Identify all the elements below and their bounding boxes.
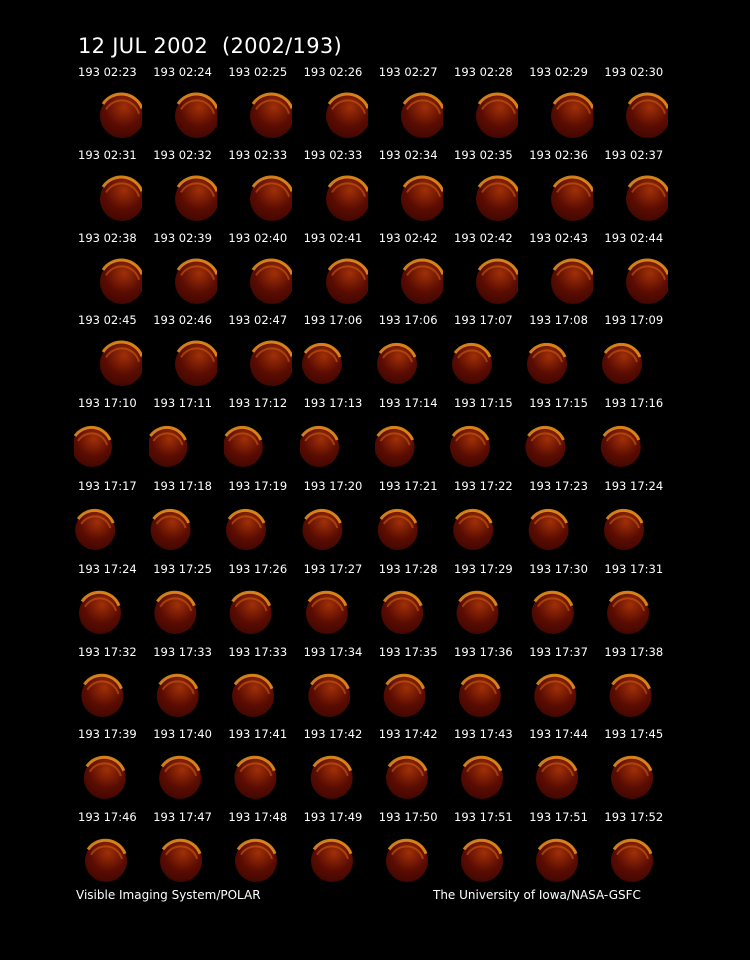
aurora-frame-image	[525, 500, 600, 558]
aurora-frame-image	[375, 666, 450, 724]
frame-label: 193 02:39	[153, 230, 212, 245]
frame-label: 193 17:07	[454, 313, 513, 328]
frame-label: 193 17:16	[604, 396, 664, 411]
aurora-frame-image	[450, 500, 525, 558]
aurora-frame-image	[375, 500, 450, 558]
aurora-frame-image	[375, 86, 450, 144]
aurora-frame-image	[300, 334, 375, 392]
aurora-frame-image	[525, 334, 600, 392]
frame-label: 193 17:43	[454, 727, 513, 742]
aurora-frame-image	[525, 831, 600, 889]
aurora-frame-image	[450, 417, 525, 475]
aurora-frame-image	[300, 86, 375, 144]
frame-label: 193 17:28	[378, 561, 438, 576]
aurora-frame-image	[74, 666, 149, 724]
frame-label: 193 17:24	[78, 561, 137, 576]
frame-label: 193 02:29	[529, 65, 588, 79]
aurora-frame-image	[450, 666, 525, 724]
frame-label: 193 17:49	[303, 810, 363, 825]
aurora-frame-image	[450, 86, 525, 144]
aurora-frame-image	[224, 169, 299, 227]
aurora-frame-image	[74, 748, 149, 806]
aurora-frame-image	[525, 666, 600, 724]
frame-label: 193 17:45	[604, 727, 664, 742]
aurora-frame-image	[149, 417, 224, 475]
aurora-frame-image	[600, 748, 675, 806]
footer-instrument-credit: Visible Imaging System/POLAR	[76, 888, 261, 902]
frame-label: 193 17:15	[454, 396, 513, 411]
frame-label: 193 02:40	[228, 230, 288, 245]
frame-label: 193 17:42	[303, 727, 363, 742]
frame-label: 193 02:42	[454, 230, 513, 245]
aurora-frame-image	[450, 748, 525, 806]
frame-label: 193 02:26	[303, 65, 363, 79]
aurora-frame-image	[74, 417, 149, 475]
frame-label: 193 02:33	[303, 147, 363, 162]
frame-label: 193 17:32	[78, 644, 137, 659]
frame-label: 193 17:35	[378, 644, 438, 659]
aurora-frame-image	[450, 169, 525, 227]
aurora-frame-image	[300, 748, 375, 806]
aurora-frame-image	[375, 252, 450, 310]
aurora-frame-image	[600, 86, 675, 144]
frame-label: 193 02:33	[228, 147, 288, 162]
aurora-frame-image	[300, 583, 375, 641]
frame-label: 193 17:18	[153, 479, 212, 493]
aurora-frame-image	[375, 831, 450, 889]
frame-label: 193 17:51	[454, 810, 513, 825]
frame-label: 193 02:32	[153, 147, 212, 162]
frame-label: 193 17:31	[604, 561, 664, 576]
aurora-frame-image	[224, 334, 299, 392]
aurora-frame-image	[375, 583, 450, 641]
frame-label: 193 02:36	[529, 147, 588, 162]
aurora-frame-image	[375, 169, 450, 227]
frame-label: 193 17:08	[529, 313, 588, 328]
aurora-frame-image	[450, 831, 525, 889]
frame-label: 193 17:29	[454, 561, 513, 576]
frame-label: 193 17:06	[378, 313, 438, 328]
aurora-frame-image	[74, 86, 149, 144]
frame-label: 193 17:13	[303, 396, 363, 411]
aurora-frame-image	[149, 831, 224, 889]
frame-label: 193 17:25	[153, 561, 212, 576]
frame-label: 193 17:47	[153, 810, 212, 825]
aurora-frame-image	[600, 583, 675, 641]
aurora-frame-image	[149, 169, 224, 227]
aurora-frame-image	[525, 252, 600, 310]
frame-label: 193 17:14	[378, 396, 438, 411]
aurora-frame-image	[600, 334, 675, 392]
frame-label: 193 02:30	[604, 65, 664, 79]
aurora-frame-image	[375, 417, 450, 475]
frame-label: 193 17:37	[529, 644, 588, 659]
frame-label: 193 17:09	[604, 313, 664, 328]
aurora-frame-image	[224, 666, 299, 724]
frame-label: 193 17:10	[78, 396, 137, 411]
aurora-frame-image	[74, 334, 149, 392]
frame-label: 193 17:33	[228, 644, 288, 659]
aurora-frame-image	[224, 86, 299, 144]
frame-label: 193 02:35	[454, 147, 513, 162]
aurora-frame-image	[600, 666, 675, 724]
aurora-frame-image	[74, 252, 149, 310]
frame-label: 193 02:34	[378, 147, 438, 162]
aurora-frame-image	[525, 583, 600, 641]
aurora-frame-image	[525, 748, 600, 806]
aurora-frame-image	[450, 583, 525, 641]
aurora-frame-image	[74, 500, 149, 558]
page-title: 12 JUL 2002 (2002/193)	[78, 34, 343, 58]
aurora-frame-image	[149, 334, 224, 392]
frame-label: 193 17:17	[78, 479, 137, 493]
frame-label: 193 17:20	[303, 479, 363, 493]
aurora-frame-image	[149, 748, 224, 806]
aurora-frame-image	[149, 86, 224, 144]
aurora-frame-image	[149, 500, 224, 558]
aurora-frame-image	[525, 169, 600, 227]
aurora-frame-image	[74, 831, 149, 889]
frame-label: 193 02:41	[303, 230, 363, 245]
frame-label: 193 17:42	[378, 727, 438, 742]
frame-label: 193 17:50	[378, 810, 438, 825]
aurora-frame-image	[600, 252, 675, 310]
frame-label: 193 17:15	[529, 396, 588, 411]
aurora-frame-image	[300, 831, 375, 889]
aurora-frame-image	[600, 169, 675, 227]
aurora-frame-image	[149, 252, 224, 310]
frame-label: 193 02:24	[153, 65, 212, 79]
aurora-frame-image	[450, 334, 525, 392]
aurora-frame-image	[74, 169, 149, 227]
frame-label: 193 17:11	[153, 396, 212, 411]
aurora-frame-image	[300, 169, 375, 227]
frame-label: 193 17:38	[604, 644, 664, 659]
frame-label: 193 17:06	[303, 313, 363, 328]
aurora-frame-image	[224, 748, 299, 806]
frame-label: 193 17:46	[78, 810, 137, 825]
aurora-frame-image	[224, 583, 299, 641]
frame-label: 193 02:37	[604, 147, 664, 162]
aurora-frame-image	[149, 583, 224, 641]
frame-label: 193 02:31	[78, 147, 137, 162]
frame-label: 193 17:27	[303, 561, 363, 576]
frame-label: 193 02:28	[454, 65, 513, 79]
frame-label: 193 02:45	[78, 313, 137, 328]
aurora-frame-image	[300, 500, 375, 558]
frame-label: 193 02:42	[378, 230, 438, 245]
frame-label: 193 17:23	[529, 479, 588, 493]
frame-label: 193 17:52	[604, 810, 664, 825]
aurora-frame-image	[525, 86, 600, 144]
aurora-frame-image	[450, 252, 525, 310]
aurora-frame-image	[375, 748, 450, 806]
aurora-frame-image	[300, 252, 375, 310]
aurora-frame-image	[224, 252, 299, 310]
frame-label: 193 17:24	[604, 479, 664, 493]
frame-label: 193 02:27	[378, 65, 438, 79]
frame-label: 193 17:36	[454, 644, 513, 659]
frame-label: 193 02:47	[228, 313, 288, 328]
frame-label: 193 02:43	[529, 230, 588, 245]
frame-label: 193 17:22	[454, 479, 513, 493]
frame-label: 193 17:30	[529, 561, 588, 576]
aurora-frame-image	[224, 831, 299, 889]
frame-label: 193 17:40	[153, 727, 212, 742]
frame-label: 193 17:41	[228, 727, 288, 742]
aurora-frame-image	[375, 334, 450, 392]
aurora-frame-image	[600, 831, 675, 889]
frame-label: 193 17:39	[78, 727, 137, 742]
aurora-frame-image	[300, 666, 375, 724]
frame-label: 193 17:48	[228, 810, 288, 825]
frame-label: 193 17:12	[228, 396, 288, 411]
frame-label: 193 17:26	[228, 561, 288, 576]
aurora-frame-image	[74, 583, 149, 641]
aurora-frame-image	[525, 417, 600, 475]
frame-label: 193 17:44	[529, 727, 588, 742]
frame-label: 193 17:51	[529, 810, 588, 825]
frame-label: 193 17:33	[153, 644, 212, 659]
aurora-frame-image	[149, 666, 224, 724]
aurora-frame-image	[600, 417, 675, 475]
frame-label: 193 02:38	[78, 230, 137, 245]
frame-label: 193 02:23	[78, 65, 137, 79]
footer-institution-credit: The University of Iowa/NASA-GSFC	[433, 888, 641, 902]
frame-label: 193 17:34	[303, 644, 363, 659]
frame-label: 193 02:44	[604, 230, 664, 245]
aurora-frame-image	[300, 417, 375, 475]
frame-label: 193 17:19	[228, 479, 288, 493]
frame-label: 193 17:21	[378, 479, 438, 493]
aurora-frame-image	[224, 417, 299, 475]
frame-label: 193 02:46	[153, 313, 212, 328]
frame-label: 193 02:25	[228, 65, 288, 79]
aurora-frame-image	[224, 500, 299, 558]
aurora-frame-image	[600, 500, 675, 558]
